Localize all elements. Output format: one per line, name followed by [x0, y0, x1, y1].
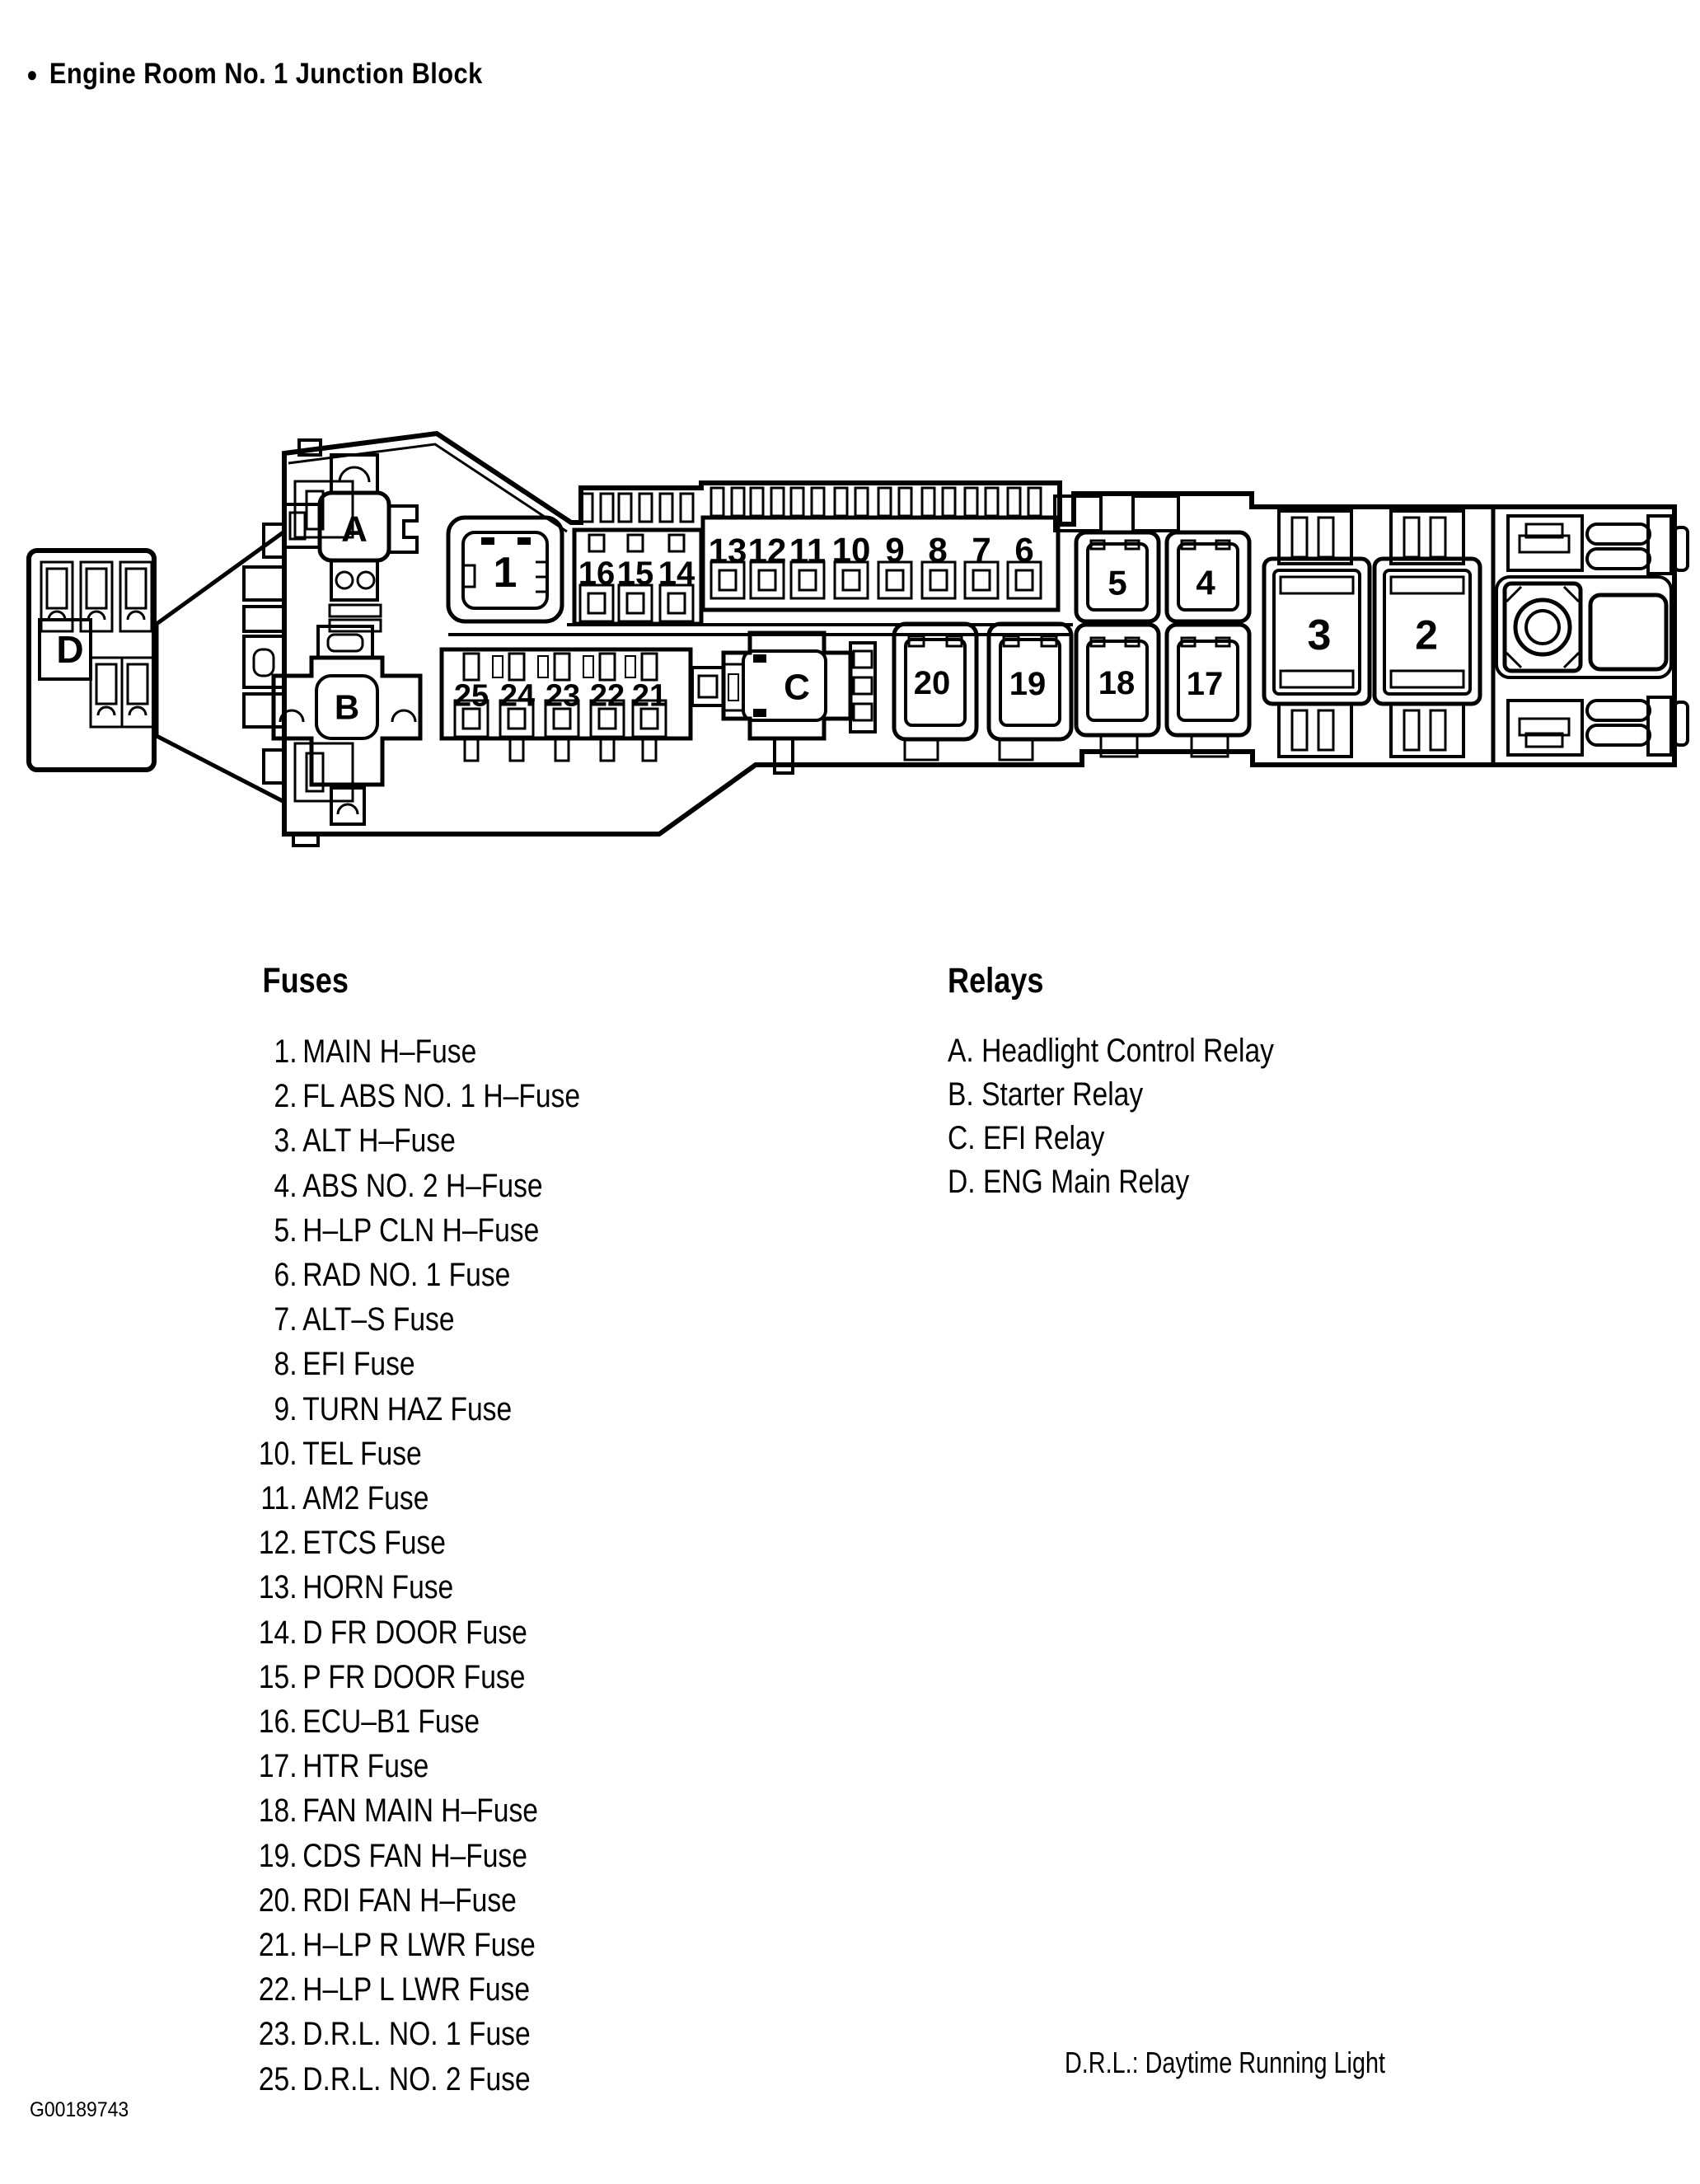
diagram-label-6: 6 — [1014, 530, 1034, 569]
fuse-item-number: 17. — [258, 1748, 297, 1785]
diagram-label-7: 7 — [972, 530, 991, 569]
fuse-item-number: 10. — [258, 1435, 297, 1472]
fuse-item-number: 15. — [258, 1658, 297, 1695]
fuse-item — [239, 1565, 580, 1610]
fuse-list — [239, 1029, 580, 2102]
relay-legend — [948, 961, 1274, 1204]
diagram-label-C: C — [784, 667, 810, 708]
diagram-label-22: 22 — [589, 678, 625, 714]
diagram-label-3: 3 — [1307, 612, 1332, 660]
fuse-item — [239, 1432, 580, 1476]
fuse-item-label: EFI Fuse — [302, 1346, 415, 1383]
fuse-item-label: P FR DOOR Fuse — [302, 1658, 526, 1695]
diagram-label-25: 25 — [453, 678, 489, 714]
fuse-item-number: 14. — [258, 1614, 297, 1651]
bolt-terminal — [1505, 583, 1581, 671]
diagram-label-11: 11 — [789, 531, 827, 570]
fuse-item — [239, 1967, 580, 2012]
fuse-item-label: RAD NO. 1 Fuse — [302, 1257, 511, 1294]
fuse-item — [239, 1521, 580, 1565]
fuse-item-number: 3. — [274, 1122, 297, 1160]
fuse-item — [239, 1788, 580, 1833]
fuse-item-label: TURN HAZ Fuse — [302, 1390, 513, 1427]
diagram-label-8: 8 — [928, 530, 948, 569]
bolt-terminal-section — [1493, 507, 1688, 765]
diagram-label-9: 9 — [885, 530, 905, 569]
fuse-item — [239, 1744, 580, 1788]
fuse-item-label: HORN Fuse — [302, 1569, 454, 1606]
fuse-item-label: FAN MAIN H–Fuse — [302, 1793, 538, 1830]
diagram-label-A: A — [341, 509, 368, 550]
fuse-item-number: 2. — [274, 1078, 297, 1115]
relay-legend-heading: Relays — [948, 961, 1044, 1001]
diagram-label-D: D — [56, 628, 84, 672]
fuse-item — [239, 1118, 580, 1163]
fuse-item — [239, 2012, 580, 2056]
fuse-item-number: 20. — [258, 1882, 297, 1919]
relay-item-label: EFI Relay — [982, 1120, 1105, 1156]
fuse-item-number: 6. — [274, 1257, 297, 1294]
fuse-item-label: FL ABS NO. 1 H–Fuse — [302, 1078, 581, 1115]
fuse-item-number: 25. — [258, 2060, 297, 2097]
fuse-item-label: H–LP R LWR Fuse — [302, 1927, 536, 1964]
relay-item-label: Starter Relay — [981, 1076, 1144, 1113]
page-title-text: Engine Room No. 1 Junction Block — [49, 58, 483, 90]
relay-item-number: B. — [948, 1076, 974, 1113]
fuse-item-number: 19. — [258, 1837, 297, 1874]
fuse-item-label: RDI FAN H–Fuse — [302, 1882, 517, 1919]
diagram-label-B: B — [334, 687, 360, 727]
fuse-item — [239, 1074, 580, 1118]
diagram-label-4: 4 — [1196, 563, 1215, 602]
fuse-item — [239, 1342, 580, 1386]
diagram-label-1: 1 — [493, 549, 517, 598]
fuse-item — [239, 1297, 580, 1342]
diagram-label-17: 17 — [1186, 666, 1224, 702]
fuse-item-number: 7. — [274, 1301, 297, 1338]
fuse-item — [239, 1387, 580, 1432]
relay-item — [948, 1073, 1274, 1117]
fuse-item — [239, 1208, 580, 1253]
fuse-item-number: 22. — [258, 1971, 297, 2008]
fuse-item — [239, 1610, 580, 1655]
blank-terminal-slot — [1590, 595, 1666, 669]
diagram-label-24: 24 — [499, 678, 536, 714]
fuse-item — [239, 1164, 580, 1208]
diagram-label-23: 23 — [545, 678, 581, 714]
diagram-label-2: 2 — [1415, 612, 1438, 658]
fuse-item-number: 11. — [260, 1480, 297, 1517]
diagram-label-12: 12 — [747, 531, 787, 570]
relay-item-number: A. — [948, 1033, 974, 1069]
figure-code: G00189743 — [30, 2098, 129, 2121]
housing-tab — [1133, 496, 1178, 531]
fuse-item-label: ALT–S Fuse — [302, 1301, 455, 1338]
fuse-item-label: ALT H–Fuse — [302, 1122, 456, 1160]
relay-item-label: ENG Main Relay — [982, 1164, 1190, 1200]
relay-item — [948, 1029, 1274, 1073]
drl-note: D.R.L.: Daytime Running Light — [1065, 2046, 1385, 2079]
diagram-label-20: 20 — [913, 665, 951, 701]
fuse-legend-heading: Fuses — [262, 961, 349, 1001]
fuse-item-number: 5. — [274, 1212, 297, 1249]
fuse-item-label: H–LP CLN H–Fuse — [302, 1212, 540, 1249]
fuse-item — [239, 1253, 580, 1297]
fuse-item-label: TEL Fuse — [302, 1435, 422, 1472]
diagram-label-10: 10 — [831, 530, 871, 569]
relay-list — [948, 1029, 1274, 1204]
fuse-item-label: MAIN H–Fuse — [302, 1033, 477, 1070]
diagram-label-13: 13 — [708, 531, 747, 570]
fuse-item-label: D.R.L. NO. 1 Fuse — [302, 2016, 531, 2053]
fuse-item-number: 8. — [274, 1346, 297, 1383]
diagram-label-21: 21 — [631, 678, 667, 714]
fuse-item-number: 18. — [258, 1793, 297, 1830]
fuse-item-label: CDS FAN H–Fuse — [302, 1837, 527, 1874]
fuse-item-label: H–LP L LWR Fuse — [302, 1971, 531, 2008]
fuse-item-number: 9. — [274, 1390, 297, 1427]
relay-item — [948, 1117, 1274, 1160]
fuse-item-number: 16. — [258, 1704, 297, 1741]
fuse-item-number: 13. — [258, 1569, 297, 1606]
relay-d-connector — [29, 551, 154, 770]
fuse-item-label: ABS NO. 2 H–Fuse — [302, 1167, 543, 1204]
diagram-label-14: 14 — [658, 555, 695, 592]
relay-item — [948, 1160, 1274, 1204]
fuse-item-label: HTR Fuse — [302, 1748, 429, 1785]
relay-item-number: D. — [948, 1164, 976, 1200]
fuse-item-label: AM2 Fuse — [302, 1480, 429, 1517]
fuse-item-number: 1. — [274, 1033, 297, 1070]
relay-item-label: Headlight Control Relay — [981, 1033, 1274, 1069]
diagram-label-18: 18 — [1098, 665, 1136, 701]
fuse-item-number: 4. — [274, 1167, 297, 1204]
fuse-item-label: D FR DOOR Fuse — [302, 1614, 527, 1651]
diagram-label-15: 15 — [616, 555, 654, 592]
diagram-label-16: 16 — [578, 555, 616, 592]
diagram-label-19: 19 — [1009, 666, 1047, 702]
housing-outline — [264, 434, 1674, 846]
fuse-item — [239, 1476, 580, 1521]
diagram-label-5: 5 — [1108, 563, 1127, 602]
fuse-item — [239, 1655, 580, 1699]
fuse-item — [239, 1699, 580, 1744]
fuse-item — [239, 2057, 580, 2102]
fuse-item — [239, 1834, 580, 1878]
fuse-item-number: 12. — [258, 1525, 297, 1562]
fuse-legend — [239, 961, 580, 2102]
fuse-item-number: 21. — [258, 1927, 297, 1964]
fuse-item — [239, 1923, 580, 1967]
fuse-item-number: 23. — [258, 2016, 297, 2053]
bullet-icon: ● — [26, 62, 38, 87]
fuse-item-label: ETCS Fuse — [302, 1525, 446, 1562]
relay-item-number: C. — [948, 1120, 976, 1156]
fuse-item — [239, 1029, 580, 1074]
fuse-item — [239, 1878, 580, 1923]
fuse-item-label: ECU–B1 Fuse — [302, 1704, 480, 1741]
fuse-item-label: D.R.L. NO. 2 Fuse — [302, 2060, 531, 2097]
